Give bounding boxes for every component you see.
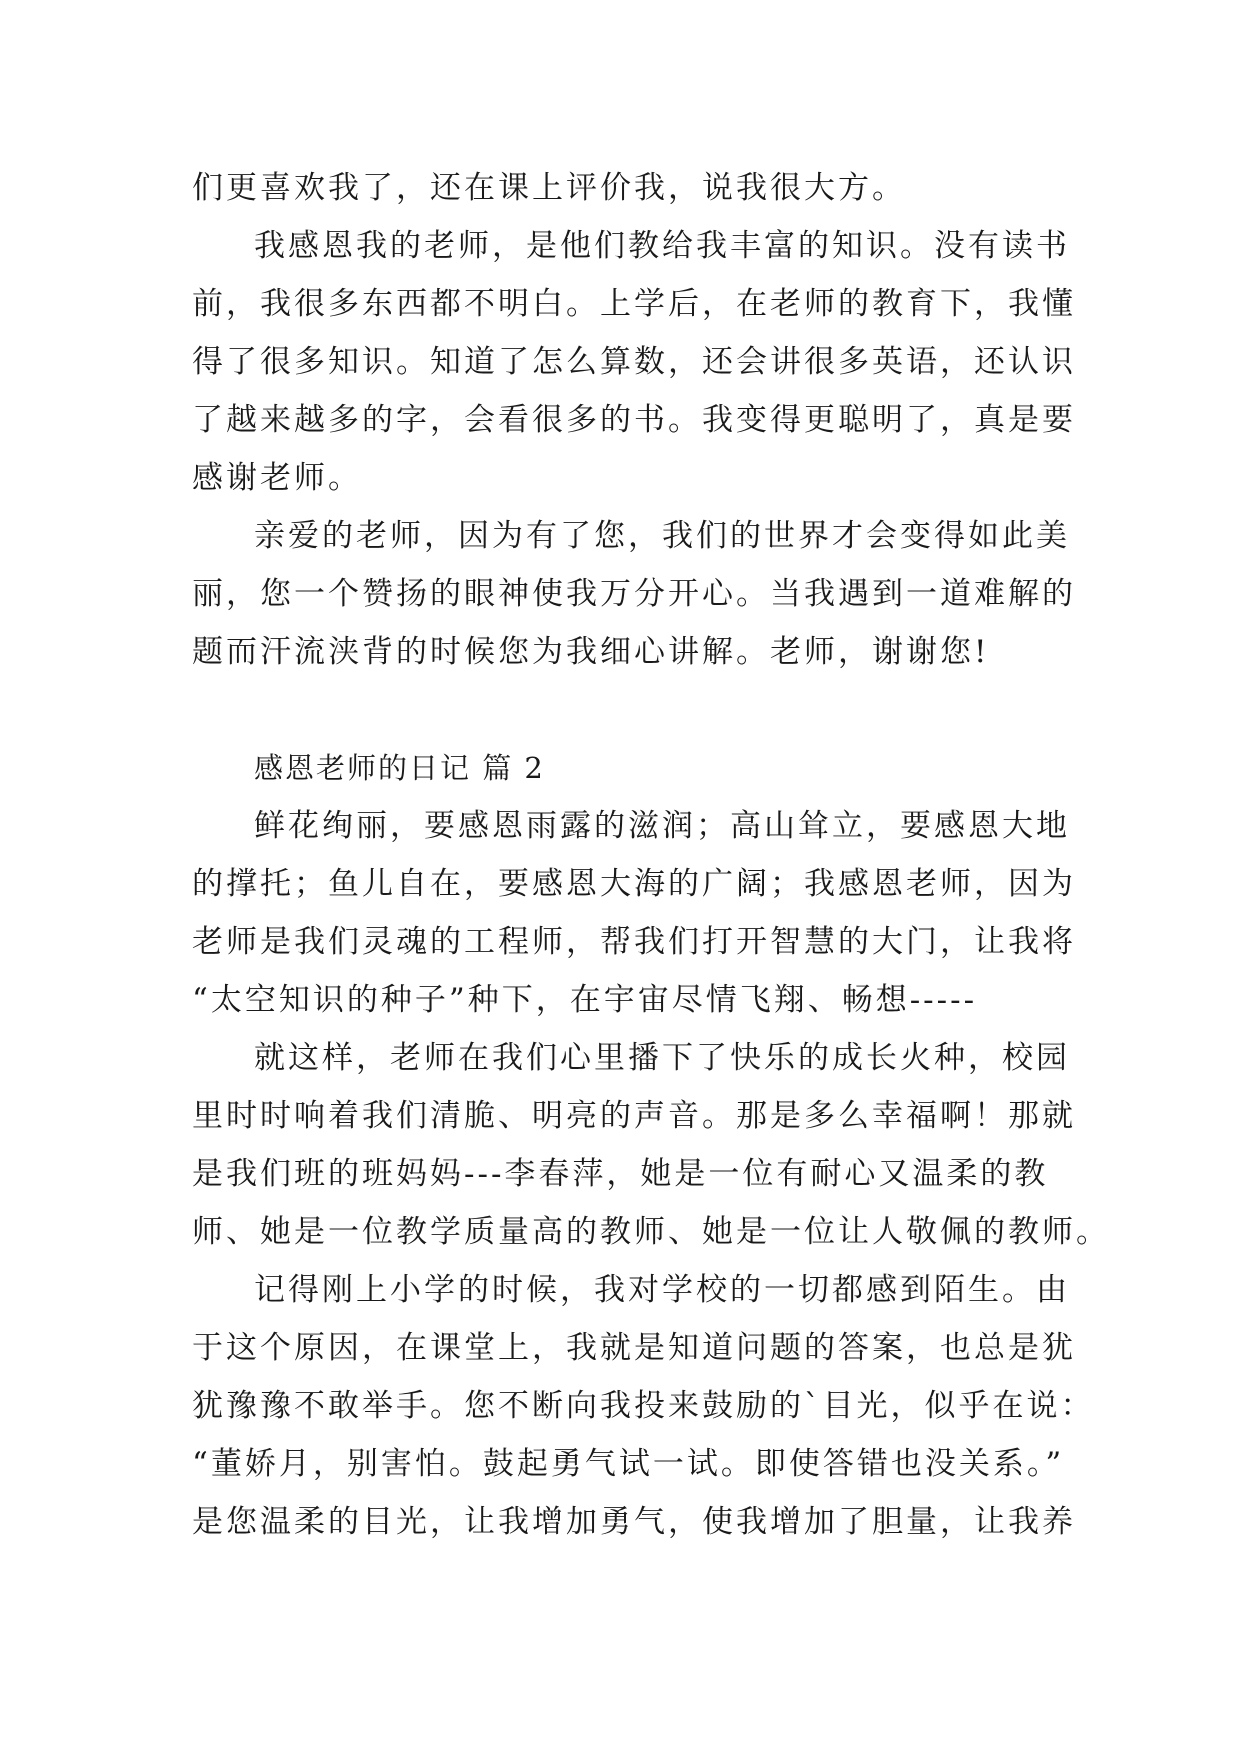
paragraph-start-line: 就这样，老师在我们心里播下了快乐的成长火种，校园 xyxy=(254,1040,1070,1076)
text-line: 师、她是一位教学质量高的教师、她是一位让人敬佩的教师。 xyxy=(192,1214,1110,1250)
text-line: 得了很多知识。知道了怎么算数，还会讲很多英语，还认识 xyxy=(192,344,1076,380)
text-line: 题而汗流浃背的时候您为我细心讲解。老师，谢谢您! xyxy=(192,634,990,670)
text-line: 的撑托；鱼儿自在，要感恩大海的广阔；我感恩老师，因为 xyxy=(192,866,1076,902)
text-line: 丽，您一个赞扬的眼神使我万分开心。当我遇到一道难解的 xyxy=(192,576,1076,612)
paragraph-start-line: 鲜花绚丽，要感恩雨露的滋润；高山耸立，要感恩大地 xyxy=(254,808,1070,844)
text-line: 老师是我们灵魂的工程师，帮我们打开智慧的大门，让我将 xyxy=(192,924,1076,960)
paragraph-start-line: 记得刚上小学的时候，我对学校的一切都感到陌生。由 xyxy=(254,1272,1070,1308)
text-line: 犹豫豫不敢举手。您不断向我投来鼓励的`目光，似乎在说： xyxy=(192,1388,1095,1424)
text-line: 了越来越多的字，会看很多的书。我变得更聪明了，真是要 xyxy=(192,402,1076,438)
text-line: “董娇月，别害怕。鼓起勇气试一试。即使答错也没关系。” xyxy=(192,1446,1065,1482)
text-line: 前，我很多东西都不明白。上学后，在老师的教育下，我懂 xyxy=(192,286,1076,322)
text-line: 是我们班的班妈妈---李春萍，她是一位有耐心又温柔的教 xyxy=(192,1156,1049,1192)
text-line: 们更喜欢我了，还在课上评价我，说我很大方。 xyxy=(192,170,906,206)
text-line: 里时时响着我们清脆、明亮的声音。那是多么幸福啊！那就 xyxy=(192,1098,1076,1134)
text-line: 感谢老师。 xyxy=(192,460,362,496)
paragraph-start-line: 我感恩我的老师，是他们教给我丰富的知识。没有读书 xyxy=(254,228,1070,264)
section-heading: 感恩老师的日记 篇 2 xyxy=(254,751,545,785)
text-line: 是您温柔的目光，让我增加勇气，使我增加了胆量，让我养 xyxy=(192,1504,1076,1540)
paragraph-start-line: 亲爱的老师，因为有了您，我们的世界才会变得如此美 xyxy=(254,518,1070,554)
text-line: 于这个原因，在课堂上，我就是知道问题的答案，也总是犹 xyxy=(192,1330,1076,1366)
text-line: “太空知识的种子”种下，在宇宙尽情飞翔、畅想----- xyxy=(192,982,978,1018)
